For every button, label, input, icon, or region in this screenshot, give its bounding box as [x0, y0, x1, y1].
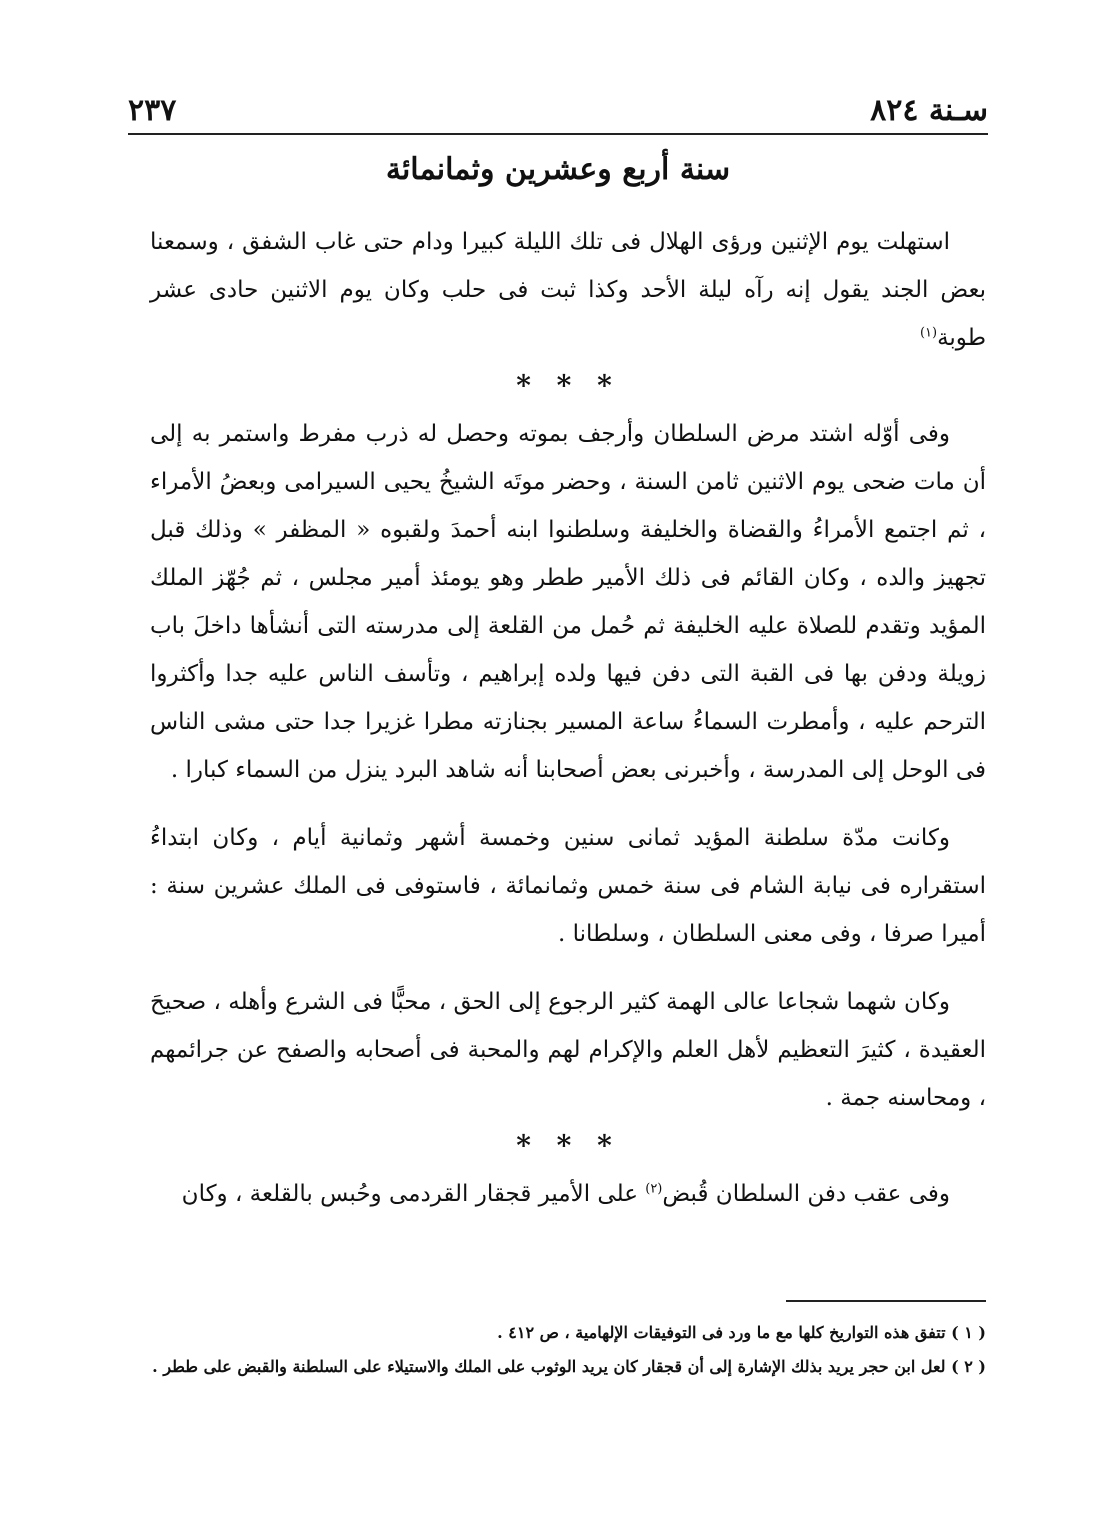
paragraph-1-text: استهلت يوم الإثنين ورؤى الهلال فى تلك الليلة كبيرا ودام حتى غاب الشفق ، وسمعنا بعض الجند يقول إنه رآه ليلة الأحد وكذا ثبت فى حلب وكان يوم الاثنين حادى عشر طوبة [150, 229, 986, 351]
section-separator-1: * * * [516, 369, 620, 402]
footnote-ref-2: (٢) [645, 1181, 663, 1197]
paragraph-5 [150, 1170, 986, 1218]
paragraph-5-text-start: وفى عقب دفن السلطان قُبض [662, 1181, 950, 1207]
section-separator-2: * * * [516, 1129, 620, 1162]
footnotes [128, 1316, 986, 1384]
page-number: ٢٣٧ [128, 93, 177, 128]
footnote-2: ( ٢ ) لعل ابن حجر يريد بذلك الإشارة إلى أن قجقار كان يريد الوثوب على الملك والاستيلاء على السلطنة والقبض على ططر . [152, 1357, 986, 1376]
footnote-rule [786, 1300, 986, 1302]
paragraph-2: وفى أوّله اشتد مرض السلطان وأرجف بموته وحصل له ذرب مفرط واستمر به إلى أن مات ضحى يوم الاثنين ثامن السنة ، وحضر موتَه الشيخُ يحيى السيرامى وبعضُ الأمراء ، ثم اجتمع الأمراءُ والقضاة والخليفة وسلطنوا ابنه أحمدَ ولقبوه « المظفر » وذلك قبل تجهيز والده ، وكان القائم فى ذلك الأمير ططر وهو يومئذ أمير مجلس ، ثم جُهّز الملك المؤيد وتقدم للصلاة عليه الخليفة ثم حُمل من القلعة إلى مدرسته التى أنشأها داخلَ باب زويلة ودفن بها فى القبة التى دفن فيها ولده إبراهيم ، وتأسف الناس عليه جدا وأكثروا الترحم عليه ، وأمطرت السماءُ ساعة المسير بجنازته مطرا غزيرا جدا حتى مشى الناس فى الوحل إلى المدرسة ، وأخبرنى بعض أصحابنا أنه شاهد البرد ينزل من السماء كبارا . [150, 421, 986, 783]
header-rule [128, 133, 988, 135]
footnote-1: ( ١ ) تتفق هذه التواريخ كلها مع ما ورد فى التوفيقات الإلهامية ، ص ٤١٢ . [497, 1323, 986, 1342]
footnote-ref-1: (١) [919, 325, 938, 341]
page-header [128, 78, 988, 128]
paragraph-4: وكان شهما شجاعا عالى الهمة كثير الرجوع إلى الحق ، محبًّا فى الشرع وأهله ، صحيحَ العقيدة ، كثيرَ التعظيم لأهل العلم والإكرام لهم والمحبة فى أصحابه والصفح عن جرائمهم ، ومحاسنه جمة . [150, 989, 986, 1111]
running-title: سـنة ٨٢٤ [870, 93, 988, 128]
paragraph-5-text-end: على الأمير قجقار القردمى وحُبس بالقلعة ، وكان [181, 1181, 646, 1207]
main-text [150, 218, 986, 1218]
chapter-title: سنة أربع وعشرين وثمانمائة [385, 152, 731, 187]
paragraph-3: وكانت مدّة سلطنة المؤيد ثمانى سنين وخمسة أشهر وثمانية أيام ، وكان ابتداءُ استقراره فى نيابة الشام فى سنة خمس وثمانمائة ، فاستوفى فى الملك عشرين سنة : أميرا صرفا ، وفى معنى السلطان ، وسلطانا . [150, 825, 986, 947]
paragraph-1 [150, 218, 986, 362]
